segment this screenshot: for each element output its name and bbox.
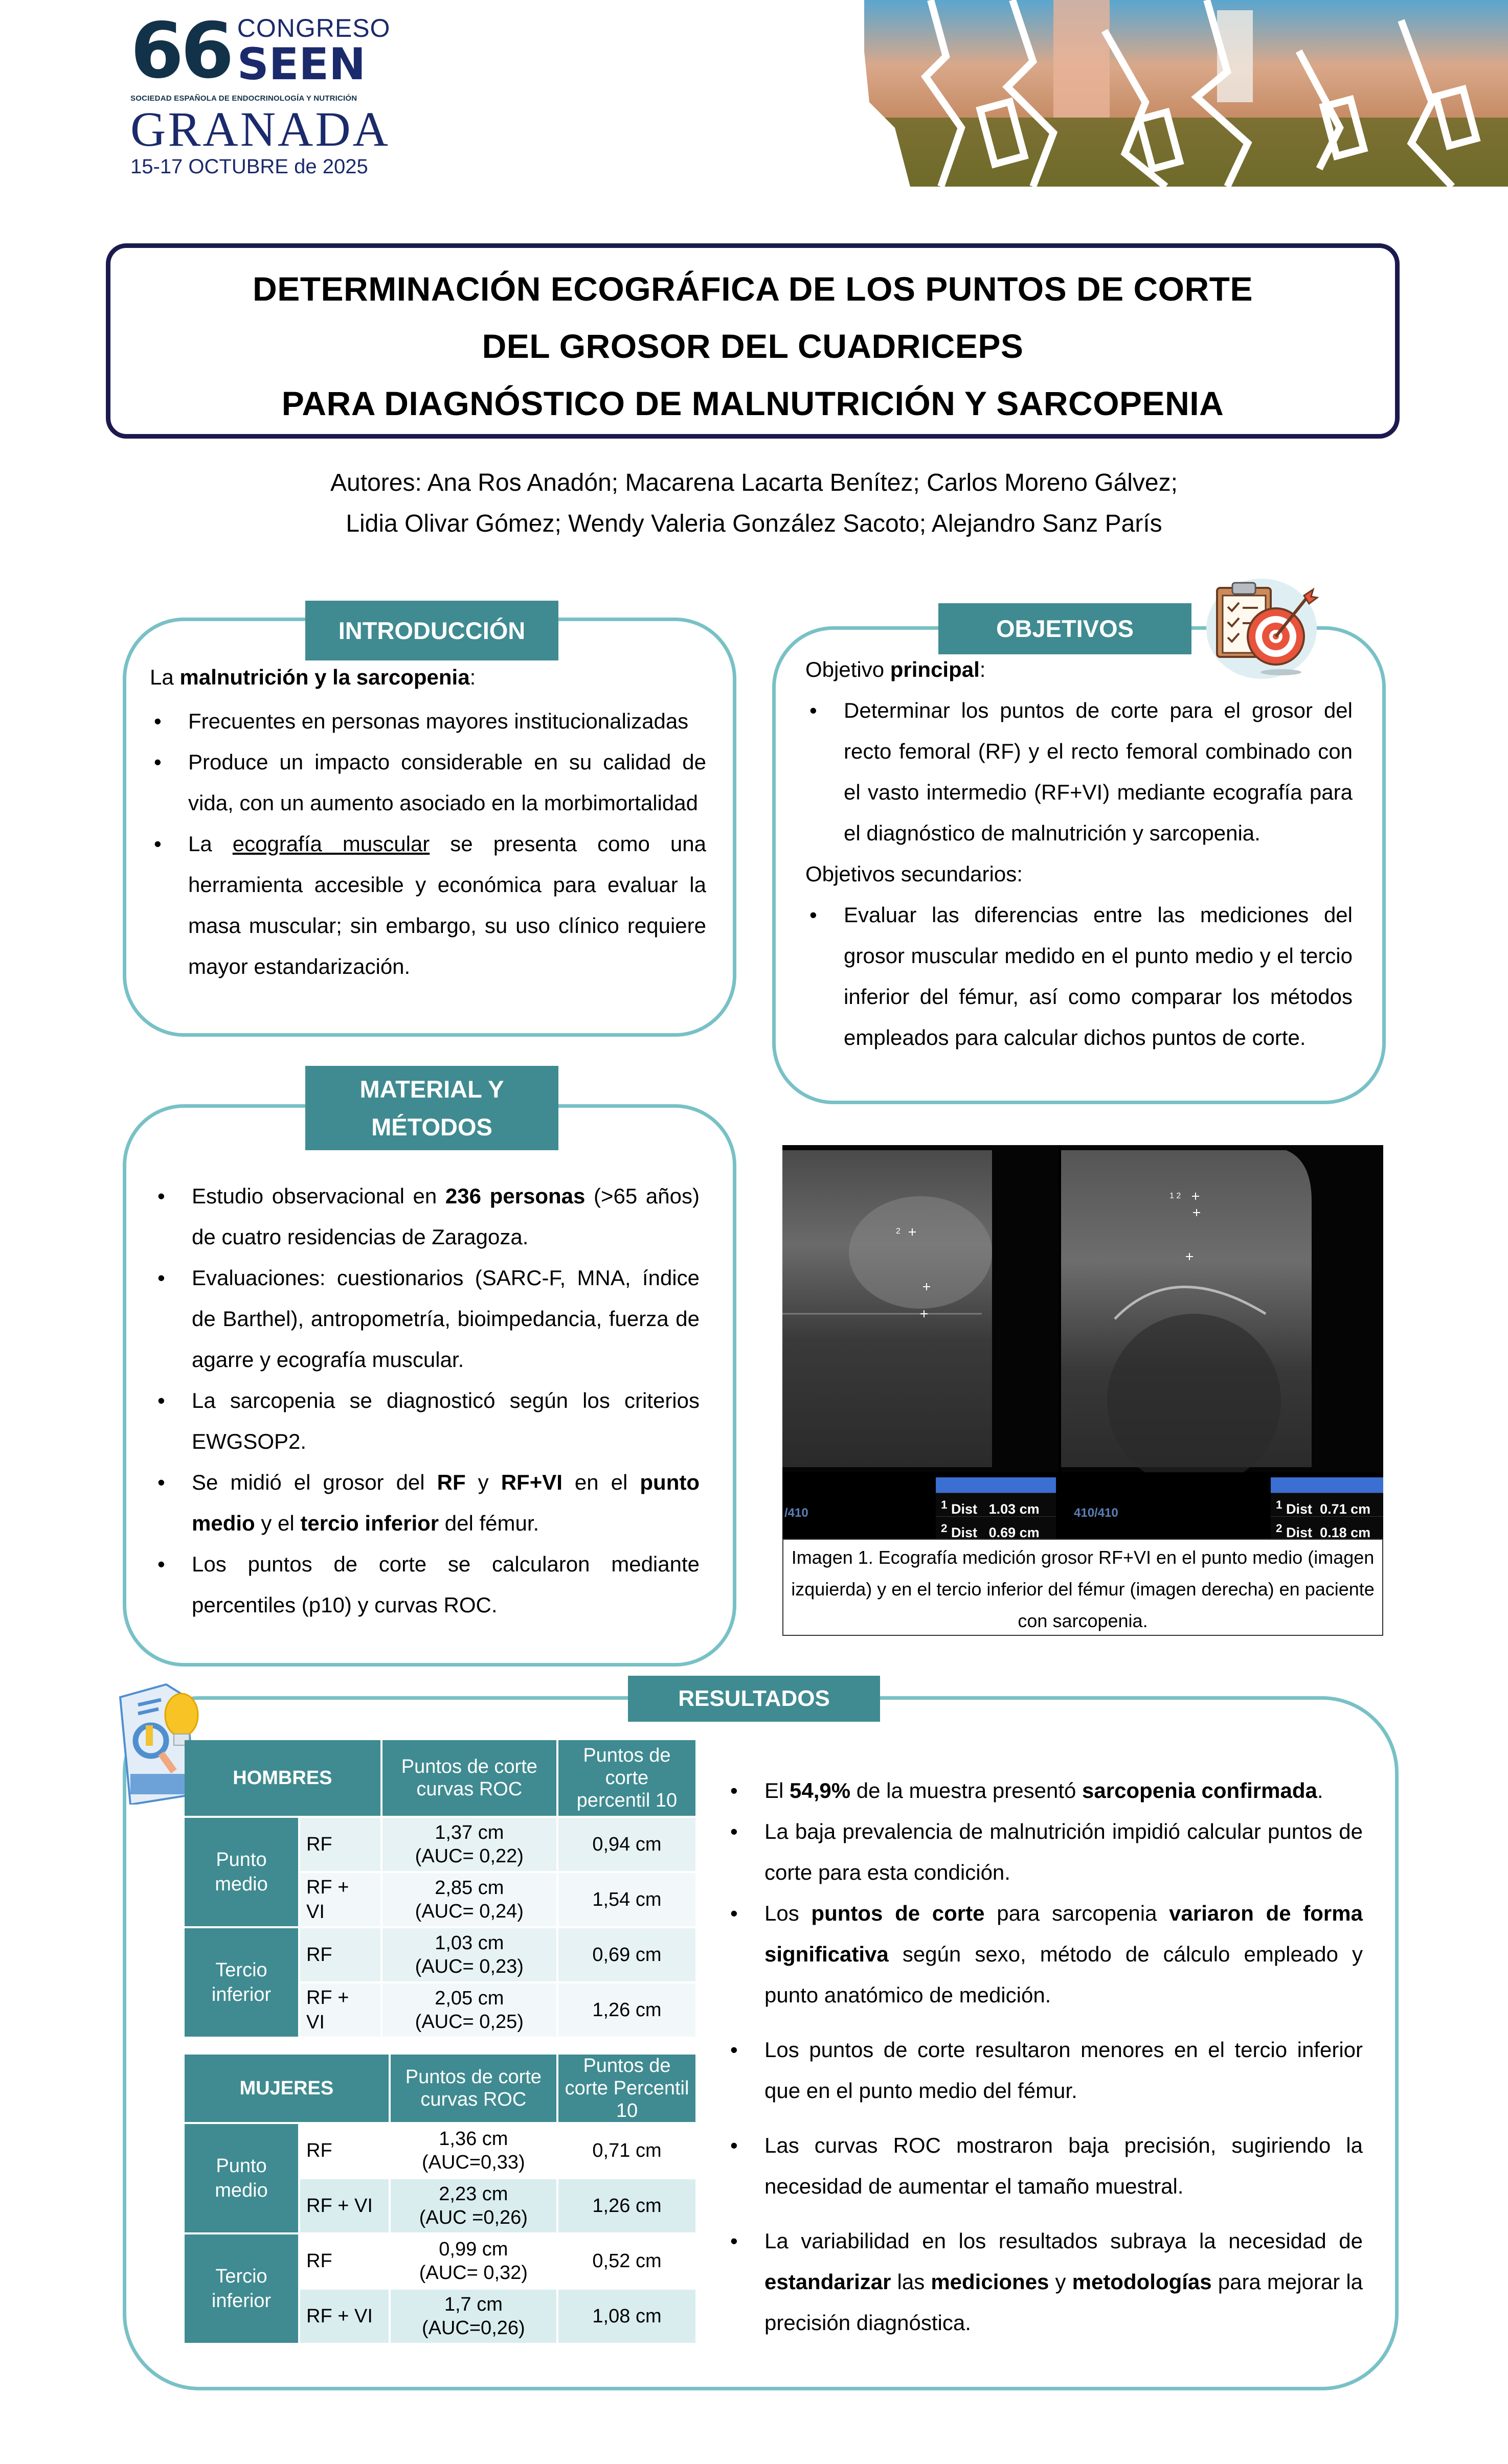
roc-cell bbox=[382, 1873, 556, 1926]
logo-number: 66 bbox=[130, 7, 231, 96]
methods-bullet: • La sarcopenia se diagnosticó según los criterios EWGSOP2. bbox=[153, 1380, 700, 1462]
methods-heading bbox=[305, 1066, 558, 1150]
logo-city: GRANADA bbox=[130, 102, 390, 156]
objectives-text bbox=[805, 649, 1353, 1058]
m-b1-bold: 236 personas bbox=[445, 1184, 586, 1208]
roc-value: 2,85 cm bbox=[435, 1877, 504, 1899]
intro-b3-underline: ecografía muscular bbox=[232, 832, 430, 856]
roc-value: 2,23 cm bbox=[439, 2183, 508, 2205]
results-bullet: • Los puntos de corte resultaron menores en el tercio inferior que en el punto medio del fémur. bbox=[726, 2029, 1363, 2111]
r1-0: El bbox=[764, 1778, 790, 1803]
r1-2: de la muestra presentó bbox=[850, 1778, 1083, 1803]
methods-text bbox=[153, 1176, 700, 1626]
obj-main-pre: Objetivo bbox=[805, 657, 890, 681]
us-left-scale: /410 bbox=[784, 1506, 808, 1520]
r6-3: mediciones bbox=[931, 2270, 1049, 2294]
table-row bbox=[185, 1818, 695, 1871]
intro-lead-bold: malnutrición y la sarcopenia bbox=[179, 665, 470, 689]
r3-3: variaron de forma significativa bbox=[764, 1901, 1363, 1966]
roc-cell bbox=[391, 2179, 556, 2232]
granada-alhambra-banner-image bbox=[839, 0, 1508, 187]
women-group-tercio-inferior: Tercio inferior bbox=[185, 2234, 298, 2343]
intro-lead-pre: La bbox=[150, 665, 180, 689]
p10-value: 1,08 cm bbox=[558, 2290, 695, 2343]
ultrasound-right-image bbox=[1061, 1145, 1383, 1472]
methods-heading-line-2: MÉTODOS bbox=[371, 1113, 492, 1140]
authors-line-2: Lidia Olivar Gómez; Wendy Valeria González Sacoto; Alejandro Sanz París bbox=[346, 510, 1162, 537]
intro-bullet bbox=[150, 824, 706, 987]
table-row bbox=[185, 1928, 695, 1981]
m-b4-6: y el bbox=[255, 1511, 301, 1535]
p10-value: 0,69 cm bbox=[558, 1928, 695, 1981]
roc-value: 0,99 cm bbox=[439, 2239, 508, 2260]
intro-heading: INTRODUCCIÓN bbox=[305, 601, 558, 660]
r6-5: metodologías bbox=[1072, 2270, 1212, 2294]
us-reading bbox=[1271, 1516, 1383, 1540]
measure: RF bbox=[300, 1818, 380, 1871]
reading-n: 1 bbox=[1276, 1498, 1282, 1511]
roc-value: 1,7 cm bbox=[444, 2294, 503, 2315]
ultrasound-left-image bbox=[782, 1145, 1059, 1472]
m-b4-1: RF bbox=[437, 1470, 466, 1494]
roc-cell bbox=[382, 1818, 556, 1871]
reading-value: 0.69 cm bbox=[988, 1525, 1040, 1540]
us-reading bbox=[1271, 1493, 1383, 1516]
measure: RF + VI bbox=[300, 1873, 380, 1926]
measure: RF bbox=[300, 1928, 380, 1981]
r6-1: estandarizar bbox=[764, 2270, 891, 2294]
m-b4-0: Se midió el grosor del bbox=[192, 1470, 437, 1494]
reading-value: 0.71 cm bbox=[1320, 1501, 1371, 1517]
reading-label: Dist bbox=[1286, 1525, 1313, 1540]
results-heading: RESULTADOS bbox=[628, 1676, 880, 1722]
obj-main-post: : bbox=[979, 657, 986, 681]
us-left-marker: 2 bbox=[896, 1227, 901, 1236]
objectives-secondary-bullet: • Evaluar las diferencias entre las mediciones del grosor muscular medido en el punto medio y el tercio inferior del fémur, así como comparar los métodos empleados para calcular dichos puntos de corte. bbox=[805, 895, 1353, 1058]
results-bullet: • La baja prevalencia de malnutrición impidió calcular puntos de corte para esta condición. bbox=[726, 1811, 1363, 1893]
p10-value: 0,52 cm bbox=[558, 2234, 695, 2288]
methods-bullet: • Evaluaciones: cuestionarios (SARC-F, MNA, índice de Barthel), antropometría, bioimpedancia, fuerza de agarre y ecografía muscular. bbox=[153, 1258, 700, 1380]
auc-value: (AUC=0,26) bbox=[421, 2317, 525, 2339]
results-text bbox=[726, 1770, 1363, 2343]
intro-text bbox=[150, 657, 706, 987]
reading-n: 2 bbox=[1276, 1522, 1282, 1535]
auc-value: (AUC=0,33) bbox=[421, 2152, 525, 2173]
authors bbox=[0, 463, 1508, 544]
r3-1: puntos de corte bbox=[811, 1901, 985, 1925]
p10-value: 1,26 cm bbox=[558, 1983, 695, 2037]
women-cutoff-table bbox=[183, 2052, 697, 2345]
intro-b3-post: se presenta como una herramienta accesible y económica para evaluar la masa muscular; sin embargo, su uso clínico requiere mayor estandarización. bbox=[188, 832, 706, 978]
authors-label: Autores: bbox=[330, 469, 422, 496]
us-reading bbox=[936, 1516, 1056, 1540]
intro-lead-post: : bbox=[469, 665, 476, 689]
men-col-roc: Puntos de corte curvas ROC bbox=[382, 1740, 556, 1816]
logo-society-name: SOCIEDAD ESPAÑOLA DE ENDOCRINOLOGÍA Y NUTRICIÓN bbox=[130, 94, 357, 103]
m-b4-3: RF+VI bbox=[501, 1470, 562, 1494]
results-bullet: • Las curvas ROC mostraron baja precisión, sugiriendo la necesidad de aumentar el tamaño muestral. bbox=[726, 2125, 1363, 2207]
r3-4: según sexo, método de cálculo empleado y punto anatómico de medición. bbox=[764, 1942, 1363, 2007]
title-line-3: PARA DIAGNÓSTICO DE MALNUTRICIÓN Y SARCOPENIA bbox=[281, 384, 1224, 422]
intro-bullet: • Frecuentes en personas mayores institucionalizadas bbox=[150, 701, 706, 742]
women-table-title: MUJERES bbox=[185, 2055, 389, 2122]
logo-stack bbox=[237, 14, 391, 90]
m-b4-2: y bbox=[465, 1470, 501, 1494]
congress-logo bbox=[130, 7, 407, 178]
objectives-secondary-label: Objetivos secundarios: bbox=[805, 862, 1023, 886]
r6-6: para mejorar la precisión diagnóstica. bbox=[764, 2270, 1363, 2335]
us-left-readout bbox=[936, 1477, 1056, 1539]
obj-main-bold: principal bbox=[890, 657, 980, 681]
m-b1-pre: Estudio observacional en bbox=[192, 1184, 445, 1208]
r1-3: sarcopenia confirmada bbox=[1082, 1778, 1317, 1803]
p10-value: 1,54 cm bbox=[558, 1873, 695, 1926]
men-table-title: HOMBRES bbox=[185, 1740, 380, 1816]
reading-value: 1.03 cm bbox=[988, 1501, 1040, 1517]
results-bullet bbox=[726, 1770, 1363, 1811]
roc-cell bbox=[382, 1928, 556, 1981]
r1-4: . bbox=[1317, 1778, 1323, 1803]
table-row bbox=[185, 2124, 695, 2177]
r3-0: Los bbox=[764, 1901, 812, 1925]
measure: RF bbox=[300, 2124, 389, 2177]
roc-value: 1,36 cm bbox=[439, 2128, 508, 2150]
measure: RF + VI bbox=[300, 1983, 380, 2037]
p10-value: 0,71 cm bbox=[558, 2124, 695, 2177]
intro-bullet: • Produce un impacto considerable en su calidad de vida, con un aumento asociado en la morbimortalidad bbox=[150, 742, 706, 824]
measure: RF bbox=[300, 2234, 389, 2288]
title-line-2: DEL GROSOR DEL CUADRICEPS bbox=[482, 327, 1024, 365]
reading-n: 2 bbox=[941, 1522, 948, 1535]
m-b4-8: del fémur. bbox=[439, 1511, 539, 1535]
roc-value: 1,37 cm bbox=[435, 1822, 504, 1843]
women-col-p10: Puntos de corte Percentil 10 bbox=[558, 2055, 695, 2122]
women-col-roc: Puntos de corte curvas ROC bbox=[391, 2055, 556, 2122]
measure: RF + VI bbox=[300, 2179, 389, 2232]
objectives-heading: OBJETIVOS bbox=[938, 603, 1191, 654]
ultrasound-figure bbox=[782, 1145, 1383, 1539]
p10-value: 0,94 cm bbox=[558, 1818, 695, 1871]
women-group-punto-medio: Punto medio bbox=[185, 2124, 298, 2232]
results-bullet bbox=[726, 1893, 1363, 2016]
logo-congreso: CONGRESO bbox=[237, 14, 391, 42]
roc-cell bbox=[391, 2290, 556, 2343]
r3-2: para sarcopenia bbox=[984, 1901, 1169, 1925]
intro-lead bbox=[150, 657, 706, 698]
logo-top-row bbox=[130, 7, 407, 96]
methods-bullet bbox=[153, 1462, 700, 1544]
measure: RF + VI bbox=[300, 2290, 389, 2343]
men-group-punto-medio: Punto medio bbox=[185, 1818, 298, 1926]
title-line-1: DETERMINACIÓN ECOGRÁFICA DE LOS PUNTOS DE CORTE bbox=[253, 270, 1253, 308]
m-b4-7: tercio inferior bbox=[300, 1511, 439, 1535]
roc-value: 2,05 cm bbox=[435, 1988, 504, 2009]
m-b1-post: (>65 años) de cuatro residencias de Zaragoza. bbox=[192, 1184, 700, 1249]
reading-value: 0.18 cm bbox=[1320, 1525, 1371, 1540]
roc-value: 1,03 cm bbox=[435, 1932, 504, 1954]
r6-4: y bbox=[1049, 2270, 1072, 2294]
poster-title-box bbox=[106, 243, 1400, 439]
men-group-tercio-inferior: Tercio inferior bbox=[185, 1928, 298, 2037]
us-reading bbox=[936, 1493, 1056, 1516]
objectives-main-bullet: • Determinar los puntos de corte para el grosor del recto femoral (RF) y el recto femoral combinado con el vasto intermedio (RF+VI) mediante ecografía para el diagnóstico de malnutrición y sarcopenia. bbox=[805, 690, 1353, 854]
table-row bbox=[185, 2234, 695, 2288]
logo-seen: SEEN bbox=[237, 39, 366, 90]
roc-cell bbox=[382, 1983, 556, 2037]
men-col-p10: Puntos de corte percentil 10 bbox=[558, 1740, 695, 1816]
men-cutoff-table bbox=[183, 1738, 697, 2039]
reading-label: Dist bbox=[951, 1501, 978, 1517]
reading-label: Dist bbox=[1286, 1501, 1313, 1517]
us-right-readout bbox=[1271, 1477, 1383, 1539]
p10-value: 1,26 cm bbox=[558, 2179, 695, 2232]
figure-caption: Imagen 1. Ecografía medición grosor RF+VI en el punto medio (imagen izquierda) y en el tercio inferior del fémur (imagen derecha) en paciente con sarcopenia. bbox=[782, 1539, 1383, 1636]
roc-cell bbox=[391, 2124, 556, 2177]
reading-label: Dist bbox=[951, 1525, 978, 1540]
us-right-marker: 1 2 bbox=[1169, 1192, 1181, 1200]
auc-value: (AUC= 0,23) bbox=[415, 1956, 524, 1977]
auc-value: (AUC= 0,32) bbox=[419, 2262, 528, 2284]
methods-heading-line-1: MATERIAL Y bbox=[359, 1075, 504, 1103]
reading-n: 1 bbox=[941, 1498, 948, 1511]
auc-value: (AUC= 0,25) bbox=[415, 2011, 524, 2033]
results-bullet bbox=[726, 2221, 1363, 2343]
m-b4-4: en el bbox=[562, 1470, 640, 1494]
authors-line-1: Ana Ros Anadón; Macarena Lacarta Benítez; Carlos Moreno Gálvez; bbox=[427, 469, 1178, 496]
roc-cell bbox=[391, 2234, 556, 2288]
us-right-scale: 410/410 bbox=[1074, 1506, 1118, 1520]
methods-bullet: • Los puntos de corte se calcularon mediante percentiles (p10) y curvas ROC. bbox=[153, 1544, 700, 1626]
logo-dates: 15-17 OCTUBRE de 2025 bbox=[130, 155, 368, 178]
m-b4-5: punto medio bbox=[192, 1470, 700, 1535]
auc-value: (AUC= 0,24) bbox=[415, 1901, 524, 1922]
r6-2: las bbox=[891, 2270, 931, 2294]
auc-value: (AUC =0,26) bbox=[419, 2207, 528, 2228]
auc-value: (AUC= 0,22) bbox=[415, 1845, 524, 1867]
r6-0: La variabilidad en los resultados subraya la necesidad de bbox=[764, 2229, 1363, 2253]
intro-b3-pre: La bbox=[188, 832, 233, 856]
objectives-main-label bbox=[805, 649, 1353, 690]
methods-bullet bbox=[153, 1176, 700, 1258]
r1-1: 54,9% bbox=[790, 1778, 851, 1803]
